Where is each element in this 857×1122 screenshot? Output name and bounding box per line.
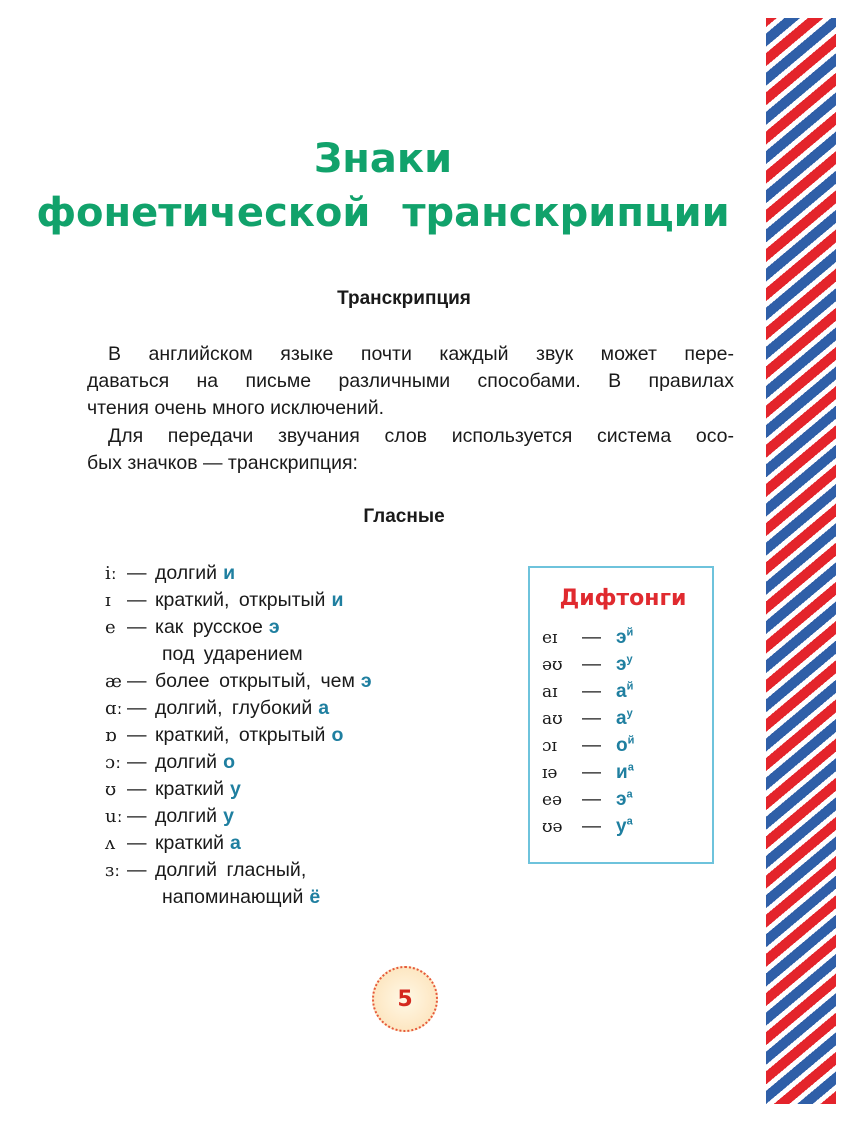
phonetic-symbol: aɪ [542, 682, 558, 703]
russian-letter: $э^й$ [616, 627, 634, 649]
dash: — [582, 816, 601, 838]
list-item [542, 809, 633, 836]
list-item-continuation [162, 641, 303, 668]
dash: — [582, 762, 601, 784]
vowel-description: долгий, глубокий [155, 697, 313, 719]
dash: — [127, 697, 147, 719]
dash: — [582, 708, 601, 730]
russian-letter: $э^а$ [616, 789, 633, 811]
phonetic-symbol: ʊ [105, 779, 117, 800]
page-title-line2: фонетической транскрипции [36, 190, 730, 236]
list-item [105, 695, 329, 722]
dash: — [127, 805, 147, 827]
vowel-description: более открытый, чем [155, 670, 355, 692]
russian-letter: о [223, 751, 235, 773]
phonetic-symbol: ɔː [105, 752, 122, 773]
russian-letter: у [223, 805, 234, 827]
phonetic-symbol: ɔɪ [542, 736, 557, 757]
russian-letter: $о^й$ [616, 735, 635, 757]
list-item [105, 830, 241, 857]
paragraph-line: В английском языке почти каждый звук может пере- [108, 343, 734, 365]
section-heading-vowels: Гласные [363, 506, 445, 527]
page-title-line1: Знаки [313, 136, 453, 182]
list-item [542, 620, 633, 647]
russian-letter: и [331, 589, 344, 611]
phonetic-symbol: æ [105, 671, 122, 692]
list-item [105, 614, 280, 641]
intro-paragraph-1 [87, 341, 734, 422]
list-item [105, 857, 306, 884]
dash: — [127, 616, 147, 638]
vowel-description: как русское [155, 616, 263, 638]
list-item [542, 647, 633, 674]
dash: — [127, 751, 147, 773]
vowel-description: краткий [155, 832, 225, 854]
list-item [542, 701, 633, 728]
dash: — [127, 778, 147, 800]
page-number-badge [372, 966, 438, 1032]
list-item [542, 755, 634, 782]
phonetic-symbol: ʌ [105, 833, 116, 854]
list-item [542, 674, 633, 701]
russian-letter: и [223, 562, 236, 584]
phonetic-symbol: eə [542, 790, 563, 811]
paragraph-line: Для передачи звучания слов используется система осо- [108, 425, 734, 447]
vowel-description: долгий гласный, [155, 859, 307, 881]
paragraph-line: чтения очень много исключений. [87, 397, 385, 419]
dash: — [582, 681, 601, 703]
list-item [105, 803, 234, 830]
phonetic-symbol: ɪə [542, 763, 558, 784]
page-number: 5 [397, 986, 413, 1012]
list-item [105, 587, 343, 614]
phonetic-symbol: iː [105, 563, 117, 584]
paragraph-line: бых значков — транскрипция: [87, 452, 358, 474]
vowel-description: краткий [155, 778, 225, 800]
list-item [542, 782, 633, 809]
dash: — [127, 589, 147, 611]
dash: — [127, 859, 147, 881]
phonetic-symbol: e [105, 617, 116, 638]
phonetic-symbol: aʊ [542, 709, 563, 730]
dash: — [127, 670, 147, 692]
phonetic-symbol: əʊ [542, 655, 563, 676]
list-item [105, 749, 235, 776]
vowel-description: краткий, открытый [155, 724, 326, 746]
russian-letter: а [230, 832, 241, 854]
phonetic-symbol: ɜː [105, 860, 121, 881]
list-item [105, 722, 343, 749]
phonetic-symbol: eɪ [542, 628, 558, 649]
russian-letter: $у^а$ [616, 816, 633, 838]
phonetic-symbol: ɑː [105, 698, 123, 719]
dash: — [582, 735, 601, 757]
vowel-description: краткий, открытый [155, 589, 326, 611]
list-item [105, 668, 372, 695]
diphthongs-box [528, 566, 714, 864]
russian-letter: у [230, 778, 241, 800]
dash: — [127, 724, 147, 746]
list-item [542, 728, 634, 755]
diphthongs-heading: Дифтонги [559, 586, 687, 611]
list-item [105, 560, 235, 587]
vowel-description: долгий [155, 562, 218, 584]
russian-letter: а [318, 697, 330, 719]
russian-letter: $а^й$ [616, 681, 634, 703]
russian-letter: $э^у$ [616, 654, 633, 676]
dash: — [127, 832, 147, 854]
phonetic-symbol: uː [105, 806, 123, 827]
phonetic-symbol: ɒ [105, 725, 117, 746]
russian-letter: $и^а$ [616, 762, 634, 784]
dash: — [582, 789, 601, 811]
russian-letter: $а^у$ [616, 708, 633, 730]
vowel-description: напоминающий [162, 886, 304, 908]
section-heading-transcription: Транскрипция [337, 288, 471, 309]
decorative-stripe-border [766, 18, 836, 1104]
vowel-description: долгий [155, 805, 218, 827]
dash: — [582, 627, 601, 649]
russian-letter: ё [309, 886, 321, 908]
intro-paragraph-2 [87, 423, 734, 477]
russian-letter: о [331, 724, 344, 746]
list-item [105, 776, 241, 803]
russian-letter: э [268, 616, 280, 638]
dash: — [127, 562, 147, 584]
dash: — [582, 654, 601, 676]
paragraph-line: даваться на письме различными способами. В правилах [87, 370, 734, 392]
vowel-description: под ударением [162, 643, 303, 665]
vowel-description: долгий [155, 751, 218, 773]
phonetic-symbol: ʊə [542, 817, 563, 838]
russian-letter: э [360, 670, 372, 692]
list-item-continuation [162, 884, 320, 911]
phonetic-symbol: ɪ [105, 590, 111, 611]
